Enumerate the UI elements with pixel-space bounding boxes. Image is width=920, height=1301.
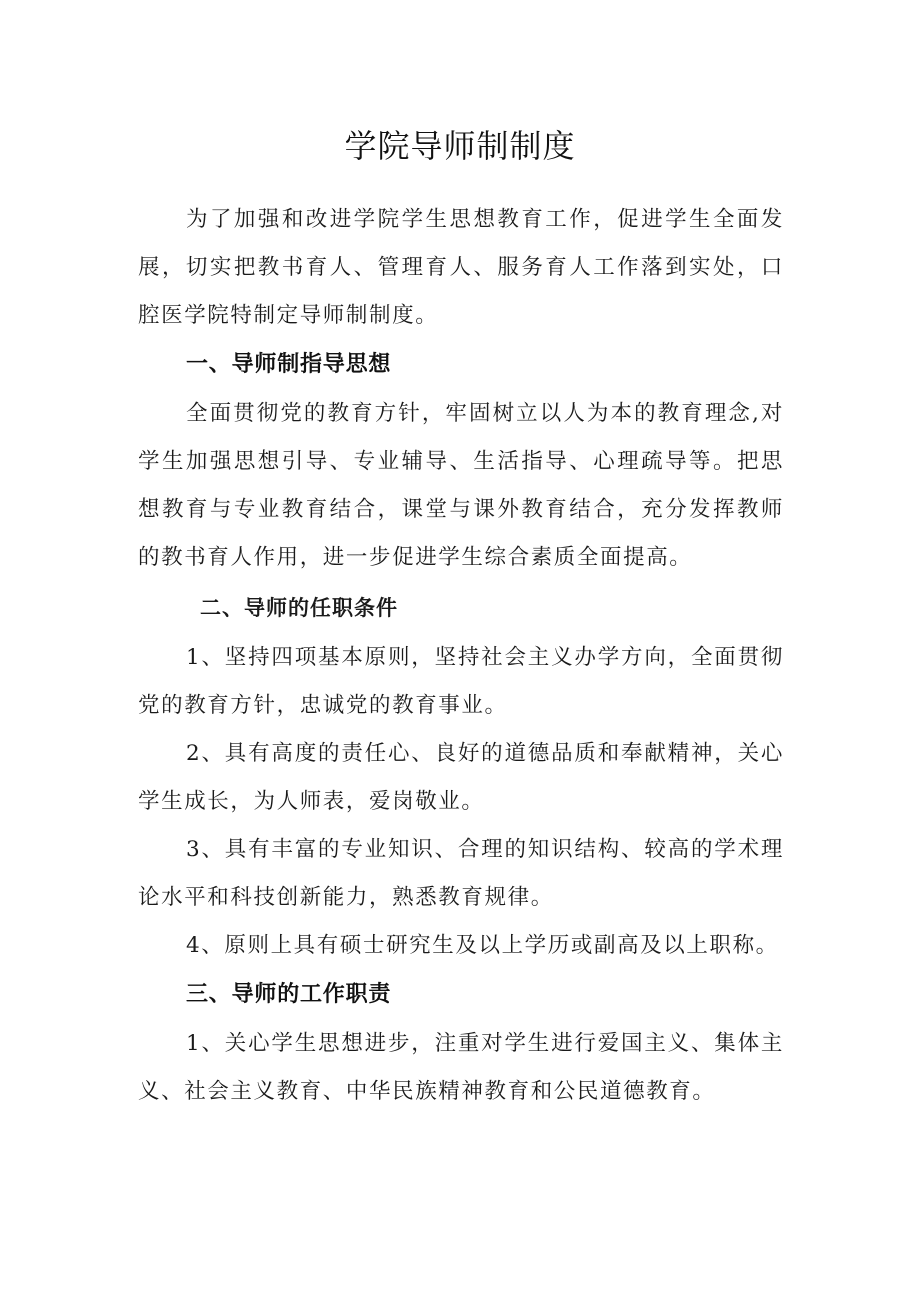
section-2-item-3: 3、具有丰富的专业知识、合理的知识结构、较高的学术理论水平和科技创新能力，熟悉教育规律。	[138, 837, 784, 910]
document-title: 学院导师制制度	[344, 127, 576, 165]
section-1-body: 全面贯彻党的教育方针，牢固树立以人为本的教育理念,对学生加强思想引导、专业辅导、生活指导、心理疏导等。把思想教育与专业教育结合，课堂与课外教育结合，充分发挥教师的教书育人作用，进一步促进学生综合素质全面提高。	[138, 401, 784, 570]
section-3-item-1: 1、关心学生思想进步，注重对学生进行爱国主义、集体主义、社会主义教育、中华民族精神教育和公民道德教育。	[138, 1031, 784, 1104]
section-3-heading: 三、导师的工作职责	[186, 982, 392, 1007]
section-2-item-1: 1、坚持四项基本原则，坚持社会主义办学方向，全面贯彻党的教育方针，忠诚党的教育事业。	[138, 645, 784, 718]
section-2-item-4: 4、原则上具有硕士研究生及以上学历或副高及以上职称。	[186, 933, 779, 958]
intro-paragraph: 为了加强和改进学院学生思想教育工作，促进学生全面发展，切实把教书育人、管理育人、服务育人工作落到实处，口腔医学院特制定导师制制度。	[138, 207, 784, 328]
section-2-item-2: 2、具有高度的责任心、良好的道德品质和奉献精神，关心学生成长，为人师表，爱岗敬业。	[138, 741, 784, 814]
section-1-heading: 一、导师制指导思想	[186, 352, 392, 377]
section-2-heading: 二、导师的任职条件	[200, 595, 398, 620]
